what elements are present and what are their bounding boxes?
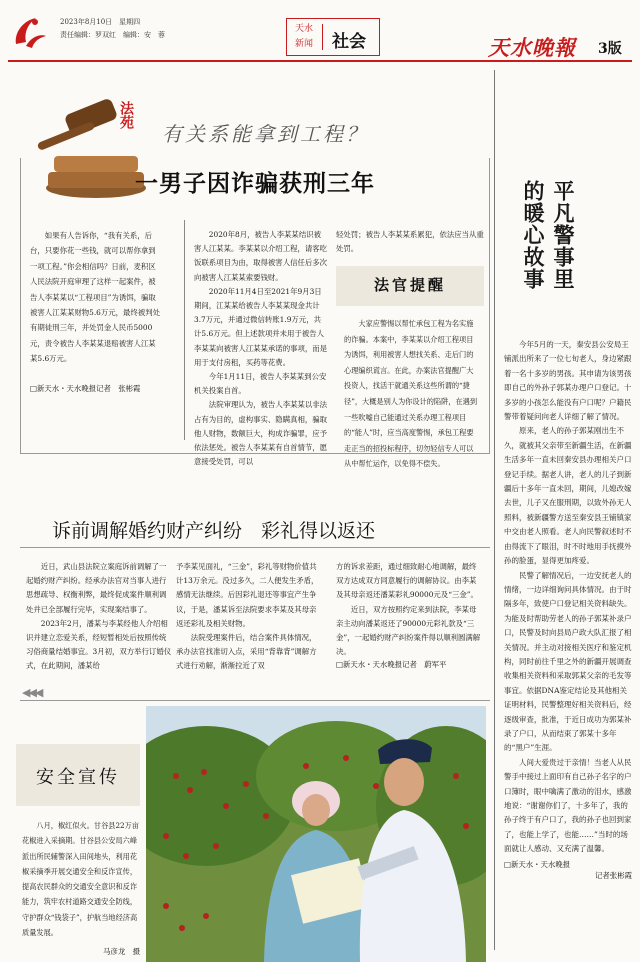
issue-date: 2023年8月10日 星期四 (60, 18, 141, 26)
paragraph: 今年5月的一天，秦安县公安局王铺派出所来了一位七旬老人，身边紧跟着一名十多岁的男孩。其申请为该男孩即自己的外孙子郭某办理户口登记。十多岁的小孩怎么能没有户口呢？户籍民警带着疑问向老人详细了解了情况。 (504, 340, 632, 422)
editors-line: 责任编辑：罗双红 编辑：安 蓉 (60, 31, 165, 39)
story1-column-a (194, 228, 328, 469)
section-small-2: 新闻 (295, 39, 314, 49)
page-number: 3版 (598, 41, 622, 57)
paragraph: 轻处罚；被告人李某某系累犯，依法应当从重处罚。 (336, 230, 484, 254)
section-name: 社会 (332, 32, 366, 52)
paper-name: 天水晚報 (488, 35, 576, 60)
paragraph: 近日，双方按照约定来到法院，李某母亲主动向潘某返还了90000元彩礼款及“三金”，一起婚约财产纠纷案件得以顺利圆满解决。 (336, 604, 481, 657)
section-small-1: 天水 (295, 24, 314, 34)
story2-byline: □新天水・天水晚报记者 蔚军平 (336, 660, 447, 670)
paragraph: 法院受理案件后，结合案件具体情况，承办法官找准切入点，采用“背靠背”调解方式进行劝解，渐渐拉近了双 (176, 633, 317, 671)
column-divider (184, 220, 185, 440)
story2-rule (20, 547, 490, 548)
header-meta (60, 16, 165, 42)
header-rule (8, 60, 632, 62)
paragraph: 原来，老人的孙子郭某刚出生不久，就被其父亲带至新疆生活，在新疆生活多年一直未回秦安县办理相关户口登记手续。据老人讲，老人的儿子到新疆后十多年一直未回，期间，儿媳改嫁去世，儿子又在服刑期，以致外孙无人照料，被新疆警方送至秦安县王铺镇家中交由老人照看。老人向民警叙述时不由得流下了眼泪，时不时地用手抚摸外孙的脸蛋，显得更加疼爱。 (504, 426, 632, 566)
paragraph: 近日，武山县法院立案庭诉前调解了一起婚约财产纠纷。经承办法官对当事人进行思想疏导、权衡利弊，最终促成案件顺利调处并已全部履行完毕，实现案结事了。 (26, 562, 167, 614)
story1-column-b (336, 228, 484, 256)
paragraph: 予李某见面礼，“三金”，彩礼等财物价值共计13万余元。没过多久，二人便发生矛盾，感情无法继续。后因彩礼退还等事宜产生争议，于是，潘某诉至法院要求李某及其母亲返还彩礼及相关财物。 (176, 562, 319, 628)
story2-column-2 (176, 560, 322, 674)
story1-kicker: 有关系能拿到工程？ (162, 122, 369, 146)
paragraph: 人间大爱贵过于亲情！当老人从民警手中接过上面印有自己孙子名字的户口簿时，眼中噙满了激动的泪水，感激地说：“谢谢你们了，十多年了，我的孙子终于有户口了，我的孙子也回到家了，也能上学了，也能……”当时的场面就让人感动、又充满了温馨。 (504, 757, 632, 854)
photo-credit: 马彦龙 摄 (103, 947, 140, 957)
story1-byline: □新天水・天水晚报记者 张彬霞 (30, 383, 141, 393)
safety-text (22, 818, 140, 957)
right-column-divider (494, 70, 495, 950)
news-photo (146, 706, 486, 962)
chevron-left-icon: ◀◀◀ (22, 686, 42, 699)
story1-intro (30, 228, 160, 394)
story2-bottom-rule (20, 700, 490, 701)
judge-text (344, 316, 480, 472)
story1-headline: 一男子因诈骗获刑三年 (135, 171, 375, 197)
right-story-body (504, 338, 632, 881)
headline-line-2: 的暖心故事 (521, 180, 545, 290)
story2-headline: 诉前调解婚约财产纠纷 彩礼得以返还 (52, 520, 376, 542)
section-divider (322, 24, 323, 50)
paragraph: 2023年2月，潘某与李某经他人介绍相识并建立恋爱关系，经短暂相处后按照传统习俗商量结婚事宜。3月初，双方举行订婚仪式，在此期间，潘某给 (26, 618, 172, 671)
paragraph: 八月，椒红似火。甘谷县22万亩花椒进入采摘期。甘谷县公安局六峰派出所民辅警深入田间地头，利用花椒采摘季开展交通安全和反诈宣传，提高农民群众的交通安全意识和反诈能力，筑牢农村道路交通安全防线，守护群众“钱袋子”，护航当地经济高质量发展。 (22, 821, 139, 938)
story2-column-3 (336, 560, 482, 670)
right-story-headline (518, 180, 578, 290)
column-label: 法苑 (118, 101, 134, 129)
judge-title: 法官提醒 (373, 276, 446, 294)
paragraph: 2020年8月，被告人李某某结识被害人江某某。李某某以介绍工程，请客吃饭联系项目为由，取得被害人信任后多次向被害人江某某索要钱财。 (194, 230, 328, 282)
paragraph: 民警了解情况后，一边安抚老人的情绪，一边详细询问具体情况。由于时隔多年，致使户口登记相关资料缺失。为能及时帮助劳老人的孙子郭某补录户口，民警及时向县局户政大队汇报了相关情况。并主动对接相关医疗和鉴定机构，同时前往千里之外的新疆开展调查收集相关资料和采取郭某父亲的毛发等事宜。依据DNA鉴定结论及其他相关证明材料，民警整理好相关资料后，经逐级审查，批准，于近日成功为郭某补录了户口，从而结束了郭某十多年的“黑户”生涯。 (504, 570, 632, 753)
intro-text: 如果有人告诉你，“我有关系，后台，只要你花一些钱，就可以帮你拿到一项工程。”你会相信吗？日前，麦积区人民法院开庭审理了这样一起案件，被告人李某某以“工程项目”为诱饵，骗取被害人江某某财物5.6万元，最终被判处有期徒刑三年，并处罚金人民币5000元，责令被告人李某某退赔被害人江某某5.6万元。 (30, 231, 161, 364)
safety-title: 安全宣传 (36, 767, 120, 788)
paragraph: 法院审理认为，被告人李某某以非法占有为目的，虚构事实、隐瞒真相，骗取他人财物，数额巨大，构成诈骗罪，应予依法惩处。被告人李某某有自首情节，愿意接受处罚，可以 (194, 400, 328, 467)
paragraph: 今年1月11日，被告人李某某到公安机关投案自首。 (194, 372, 327, 396)
logo-icon (10, 12, 48, 52)
right-story-byline-1: □新天水・天水晚报 (504, 859, 571, 869)
right-story-byline-2: 记者张彬霞 (595, 870, 632, 880)
headline-line-1: 平凡警事里 (551, 180, 575, 290)
section-small (295, 22, 313, 52)
story2-column-1 (26, 560, 172, 674)
paragraph: 2020年11月4日至2021年9月3日期间，江某某给被告人李某某现金共计3.7万元，并通过微信转账1.9万元，共计5.6万元。但上述款项并未用于被告人李某某向被害人江某某承诺的事项，而是用于支付房租，买药等花费。 (194, 286, 328, 367)
paragraph: 方的诉求差距，通过细致耐心地调解，最终双方达成双方同意履行的调解协议。由李某及其母亲返还潘某彩礼90000元及“三金”。 (336, 562, 478, 600)
paragraph: 大家应警惕以帮忙承包工程为名实施的诈骗。本案中，李某某以介绍工程项目为诱饵，利用被害人想找关系、走后门的心理编织谎言。在此，办案法官提醒广大投资人，找活干就通关系这些所谓的“捷径”，大概是别人为你设计的陷阱，在遇到一些吹嘘自己能通过关系办理工程项目的“能人”时，应当高度警惕，承包工程要走正当的招投标程序，切勿轻信专人可以从中帮忙运作，以免得不偿失。 (344, 319, 478, 469)
